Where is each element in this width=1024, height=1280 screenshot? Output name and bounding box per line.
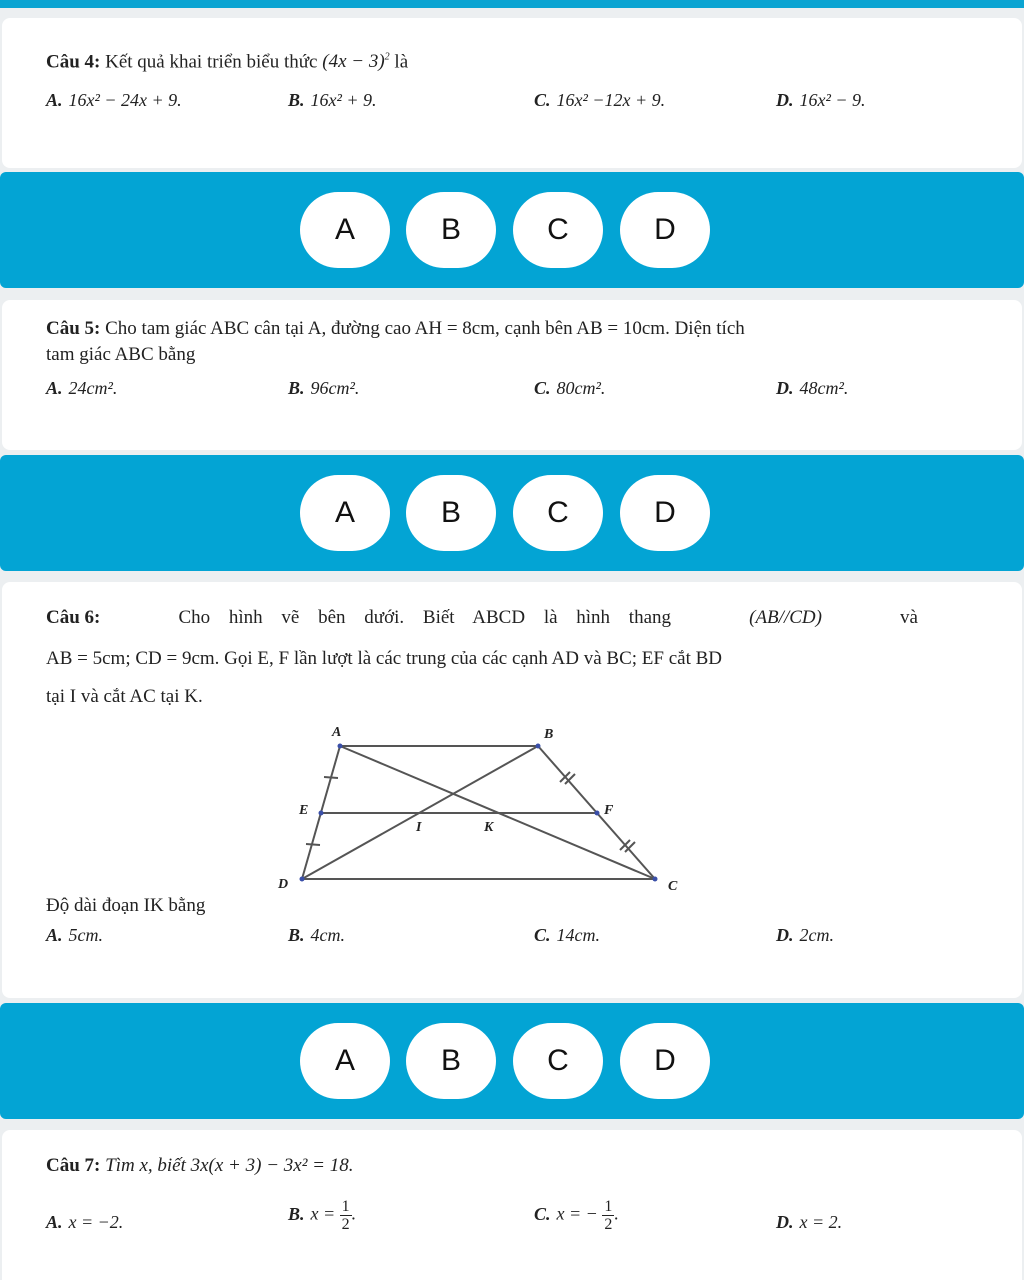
answer-button-a[interactable]: A bbox=[300, 1023, 390, 1099]
answer-button-a[interactable]: A bbox=[300, 192, 390, 268]
question-6-prompt: Độ dài đoạn IK bằng bbox=[46, 895, 206, 916]
question-6-option-c: C. 14cm. bbox=[534, 925, 601, 945]
question-6-option-b: B. 4cm. bbox=[288, 925, 346, 945]
answer-button-c[interactable]: C bbox=[513, 1023, 603, 1099]
question-7-option-a: A. x = −2. bbox=[46, 1212, 124, 1232]
top-accent-bar bbox=[0, 0, 1024, 8]
fraction: $\frac{1}{2}$ bbox=[341, 1198, 350, 1233]
vertex-label-c: C bbox=[668, 879, 678, 894]
fraction: $\frac{1}{2}$ bbox=[604, 1198, 613, 1233]
question-7-text: Câu 7: Tìm x, biết 3x(x + 3) − 3x² = 18. bbox=[46, 1155, 354, 1176]
answer-button-c[interactable]: C bbox=[513, 475, 603, 551]
answer-button-d[interactable]: D bbox=[620, 1023, 710, 1099]
question-4-label: Câu 4: bbox=[46, 51, 101, 73]
question-4-answer-bar bbox=[0, 172, 1024, 288]
answer-button-b[interactable]: B bbox=[406, 192, 496, 268]
question-6-label: Câu 6: bbox=[46, 607, 101, 628]
question-7-option-c: C. x = − $\frac{1}{2}$ . bbox=[534, 1198, 619, 1233]
question-6-option-d: D. 2cm. bbox=[776, 925, 834, 945]
point-label-k: K bbox=[484, 820, 494, 835]
answer-button-b[interactable]: B bbox=[406, 1023, 496, 1099]
question-5-option-a: A. 24cm². bbox=[46, 378, 118, 398]
point-label-e: E bbox=[299, 803, 309, 818]
question-5-label: Câu 5: bbox=[46, 318, 101, 339]
question-5-option-c: C. 80cm². bbox=[534, 378, 606, 398]
vertex-label-b: B bbox=[544, 727, 554, 742]
point-label-f: F bbox=[604, 803, 614, 818]
question-7-option-d: D. x = 2. bbox=[776, 1212, 843, 1232]
question-5-option-d: D. 48cm². bbox=[776, 378, 849, 398]
question-7-label: Câu 7: bbox=[46, 1155, 101, 1176]
answer-button-d[interactable]: D bbox=[620, 475, 710, 551]
question-6-answer-bar bbox=[0, 1003, 1024, 1119]
question-4-option-d: D. 16x² − 9. bbox=[776, 90, 866, 110]
vertex-label-a: A bbox=[332, 725, 342, 740]
trapezoid-figure bbox=[270, 720, 690, 900]
question-6-line-2: AB = 5cm; CD = 9cm. Gọi E, F lần lượt là các trung của các cạnh AD và BC; EF cắt BD bbox=[46, 648, 723, 669]
question-7-option-b: B. x = $\frac{1}{2}$ . bbox=[288, 1198, 357, 1233]
question-4-text: Câu 4: Kết quả khai triển biểu thức $(4x - 3)^2$ là bbox=[46, 51, 409, 73]
question-6-line-1: Câu 6: Cho hình vẽ bên dưới. Biết ABCD là hình thang (AB//CD) và bbox=[46, 605, 918, 631]
question-5-line-2: tam giác ABC bằng bbox=[46, 344, 196, 365]
question-5-option-b: B. 96cm². bbox=[288, 378, 360, 398]
question-6-line-3: tại I và cắt AC tại K. bbox=[46, 686, 203, 707]
question-6-option-a: A. 5cm. bbox=[46, 925, 104, 945]
answer-button-d[interactable]: D bbox=[620, 192, 710, 268]
answer-button-c[interactable]: C bbox=[513, 192, 603, 268]
question-5-answer-bar bbox=[0, 455, 1024, 571]
point-label-i: I bbox=[416, 820, 422, 835]
question-4-option-b: B. 16x² + 9. bbox=[288, 90, 377, 110]
question-4-expression: $(4x - 3)^2$ bbox=[322, 51, 390, 73]
question-5-line-1: Câu 5: Cho tam giác ABC cân tại A, đường cao AH = 8cm, cạnh bên AB = 10cm. Diện tích bbox=[46, 318, 745, 339]
question-4-option-c: C. 16x² −12x + 9. bbox=[534, 90, 666, 110]
vertex-label-d: D bbox=[278, 877, 289, 892]
question-4-option-a: A. 16x² − 24x + 9. bbox=[46, 90, 182, 110]
answer-button-a[interactable]: A bbox=[300, 475, 390, 551]
answer-button-b[interactable]: B bbox=[406, 475, 496, 551]
